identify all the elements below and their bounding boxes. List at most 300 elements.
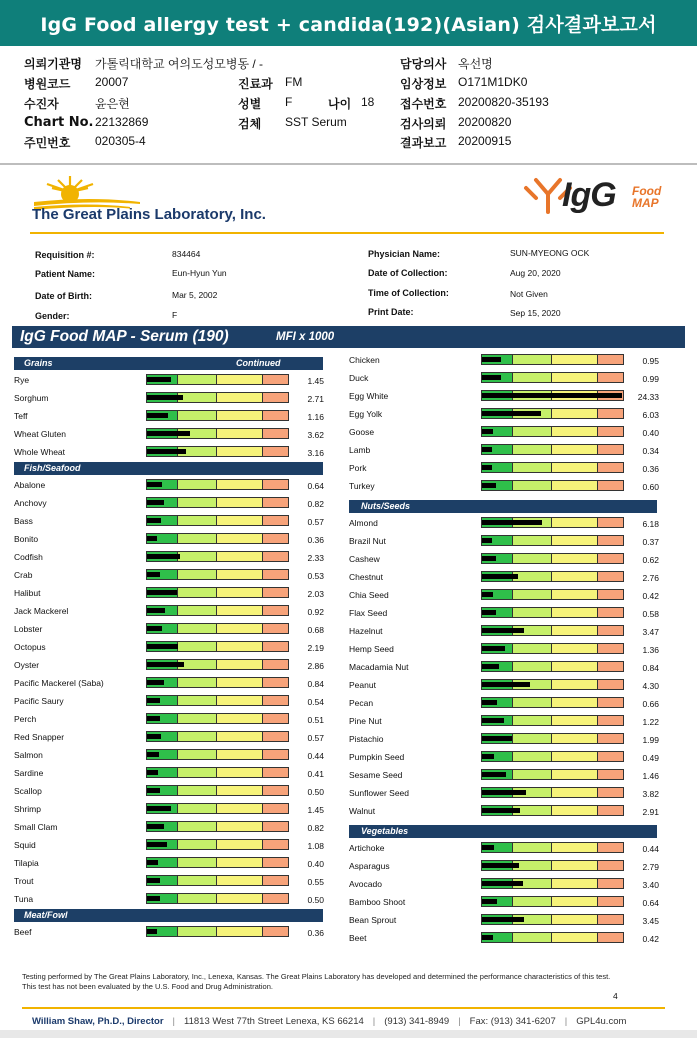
- food-result-row: [14, 819, 334, 837]
- food-value: 0.62: [642, 555, 659, 565]
- food-name: Anchovy: [14, 498, 47, 508]
- result-bar: [146, 392, 289, 403]
- result-bar-fill: [147, 536, 157, 541]
- result-bar-fill: [147, 626, 162, 631]
- bar-zone: [262, 587, 289, 598]
- bar-zone: [551, 408, 598, 419]
- result-bar-fill: [482, 574, 518, 579]
- food-value: 0.36: [307, 928, 324, 938]
- food-value: 2.33: [307, 553, 324, 563]
- food-value: 0.41: [307, 769, 324, 779]
- header-label: 결과보고: [400, 136, 447, 150]
- bar-zone: [597, 444, 624, 455]
- food-name: Pistachio: [349, 734, 384, 744]
- food-name: Codfish: [14, 552, 43, 562]
- food-name: Avocado: [349, 879, 382, 889]
- result-bar-fill: [147, 449, 186, 454]
- result-bar: [146, 428, 289, 439]
- result-bar: [146, 410, 289, 421]
- food-value: 0.49: [642, 753, 659, 763]
- result-bar: [146, 533, 289, 544]
- result-bar: [481, 896, 624, 907]
- bar-zone: [512, 553, 552, 564]
- food-value: 0.50: [307, 895, 324, 905]
- food-name: Oyster: [14, 660, 40, 670]
- bar-zone: [262, 839, 289, 850]
- result-bar: [146, 731, 289, 742]
- result-bar: [481, 372, 624, 383]
- food-result-row: [349, 767, 669, 785]
- food-name: Egg Yolk: [349, 409, 383, 419]
- food-name: Bamboo Shoot: [349, 897, 406, 907]
- food-result-row: [14, 495, 334, 513]
- food-value: 0.99: [642, 374, 659, 384]
- food-name: Almond: [349, 518, 378, 528]
- bar-zone: [216, 479, 263, 490]
- bar-zone: [177, 767, 217, 778]
- result-bar: [481, 480, 624, 491]
- bar-zone: [551, 535, 598, 546]
- food-value: 3.16: [307, 448, 324, 458]
- food-result-row: [14, 477, 334, 495]
- bar-zone: [551, 878, 598, 889]
- food-name: Lobster: [14, 624, 43, 634]
- header-value: 가톨릭대학교 여의도성모병동 / -: [95, 57, 264, 71]
- result-bar: [481, 625, 624, 636]
- bar-zone: [551, 896, 598, 907]
- food-result-row: [14, 603, 334, 621]
- bar-zone: [512, 697, 552, 708]
- lab-name: The Great Plains Laboratory, Inc.: [32, 206, 266, 223]
- food-name: Whole Wheat: [14, 447, 66, 457]
- bar-zone: [262, 623, 289, 634]
- bar-zone: [597, 643, 624, 654]
- result-bar: [481, 679, 624, 690]
- result-bar: [481, 787, 624, 798]
- food-result-row: [349, 695, 669, 713]
- result-bar: [146, 749, 289, 760]
- bar-zone: [177, 713, 217, 724]
- header-value: 22132869: [95, 115, 149, 129]
- section-header: [14, 357, 323, 370]
- result-bar: [146, 803, 289, 814]
- food-result-row: [14, 747, 334, 765]
- patient-value: Aug 20, 2020: [510, 268, 561, 278]
- footnote: Testing performed by The Great Plains Laboratory, Inc., Lenexa, Kansas. The Great Plains Laboratory has developed and determined the performance characteristics of this test. This test has not been evaluated by the U.S. Food and Drug Administration.: [22, 972, 611, 991]
- result-bar: [146, 785, 289, 796]
- bar-zone: [597, 932, 624, 943]
- result-bar: [146, 605, 289, 616]
- bar-zone: [177, 533, 217, 544]
- result-bar-fill: [147, 824, 164, 829]
- food-name: Bonito: [14, 534, 39, 544]
- result-bar: [146, 551, 289, 562]
- result-bar: [146, 641, 289, 652]
- food-value: 1.16: [307, 412, 324, 422]
- logo-rule: [30, 232, 664, 234]
- food-value: 0.36: [307, 535, 324, 545]
- food-name: Walnut: [349, 806, 376, 816]
- bar-zone: [597, 787, 624, 798]
- bar-zone: [216, 677, 263, 688]
- bar-zone: [216, 605, 263, 616]
- food-result-row: [14, 924, 334, 942]
- food-result-row: [14, 783, 334, 801]
- igg-logo-sub: [632, 185, 661, 209]
- food-value: 24.33: [637, 392, 659, 402]
- food-value: 1.45: [307, 376, 324, 386]
- food-result-row: [14, 408, 334, 426]
- result-bar: [481, 932, 624, 943]
- food-result-row: [349, 424, 669, 442]
- result-bar-fill: [147, 500, 164, 505]
- section-header: [14, 462, 323, 475]
- food-value: 0.54: [307, 697, 324, 707]
- food-result-row: [349, 460, 669, 478]
- bar-zone: [512, 733, 552, 744]
- food-name: Duck: [349, 373, 369, 383]
- bar-zone: [216, 713, 263, 724]
- result-bar: [481, 805, 624, 816]
- result-bar-fill: [147, 878, 160, 883]
- food-value: 3.47: [642, 627, 659, 637]
- result-bar: [481, 517, 624, 528]
- bar-zone: [551, 643, 598, 654]
- food-result-row: [14, 855, 334, 873]
- food-result-row: [349, 876, 669, 894]
- food-result-row: [349, 858, 669, 876]
- bar-zone: [551, 480, 598, 491]
- food-result-row: [349, 569, 669, 587]
- patient-value: Not Given: [510, 289, 548, 299]
- result-bar-fill: [147, 662, 184, 667]
- food-result-row: [14, 765, 334, 783]
- bar-zone: [216, 857, 263, 868]
- food-name: Shrimp: [14, 804, 41, 814]
- food-name: Halibut: [14, 588, 41, 598]
- food-name: Sorghum: [14, 393, 49, 403]
- bar-zone: [177, 374, 217, 385]
- bar-zone: [597, 517, 624, 528]
- food-result-row: [349, 352, 669, 370]
- patient-value: SUN-MYEONG OCK: [510, 248, 590, 258]
- bar-zone: [551, 715, 598, 726]
- food-name: Chia Seed: [349, 590, 389, 600]
- bar-zone: [597, 354, 624, 365]
- food-name: Salmon: [14, 750, 43, 760]
- food-result-row: [349, 587, 669, 605]
- food-name: Crab: [14, 570, 33, 580]
- result-bar: [481, 535, 624, 546]
- bar-zone: [512, 661, 552, 672]
- bar-zone: [597, 733, 624, 744]
- result-bar-fill: [147, 770, 158, 775]
- bar-zone: [262, 713, 289, 724]
- food-value: 4.30: [642, 681, 659, 691]
- bar-zone: [216, 446, 263, 457]
- food-name: Tilapia: [14, 858, 39, 868]
- footer-phone: (913) 341-8949: [384, 1016, 450, 1027]
- result-bar: [146, 515, 289, 526]
- bar-zone: [216, 587, 263, 598]
- result-bar-fill: [482, 447, 492, 452]
- result-bar-fill: [482, 754, 494, 759]
- result-bar: [146, 857, 289, 868]
- food-name: Pumpkin Seed: [349, 752, 405, 762]
- result-bar: [146, 497, 289, 508]
- food-value: 3.40: [642, 880, 659, 890]
- result-bar-fill: [147, 377, 171, 382]
- food-result-row: [349, 623, 669, 641]
- bar-zone: [177, 410, 217, 421]
- bar-zone: [262, 605, 289, 616]
- bar-zone: [177, 785, 217, 796]
- food-name: Rye: [14, 375, 30, 385]
- result-bar-fill: [482, 520, 542, 525]
- bar-zone: [512, 535, 552, 546]
- bar-zone: [551, 751, 598, 762]
- bar-zone: [177, 623, 217, 634]
- food-name: Pine Nut: [349, 716, 382, 726]
- bar-zone: [551, 517, 598, 528]
- header-divider: [0, 163, 697, 165]
- bar-zone: [512, 462, 552, 473]
- result-bar-fill: [482, 556, 496, 561]
- food-name: Pecan: [349, 698, 374, 708]
- food-result-row: [14, 639, 334, 657]
- bar-zone: [216, 410, 263, 421]
- bar-zone: [216, 839, 263, 850]
- food-result-row: [349, 605, 669, 623]
- food-result-row: [14, 873, 334, 891]
- result-bar: [146, 839, 289, 850]
- bar-zone: [262, 749, 289, 760]
- food-result-row: [14, 801, 334, 819]
- bar-zone: [216, 731, 263, 742]
- section-header: [349, 825, 657, 838]
- bar-zone: [551, 372, 598, 383]
- food-name: Egg White: [349, 391, 389, 401]
- food-value: 2.86: [307, 661, 324, 671]
- food-result-row: [14, 513, 334, 531]
- food-name: Bass: [14, 516, 33, 526]
- patient-value: Mar 5, 2002: [172, 290, 218, 300]
- result-bar-fill: [147, 716, 160, 721]
- food-name: Goose: [349, 427, 375, 437]
- food-value: 0.44: [307, 751, 324, 761]
- result-bar: [481, 589, 624, 600]
- bar-zone: [551, 805, 598, 816]
- food-value: 0.82: [307, 823, 324, 833]
- bar-zone: [512, 426, 552, 437]
- food-name: Sesame Seed: [349, 770, 403, 780]
- food-name: Brazil Nut: [349, 536, 386, 546]
- result-bar-fill: [147, 896, 160, 901]
- result-bar: [481, 462, 624, 473]
- food-value: 0.42: [642, 591, 659, 601]
- food-value: 0.84: [642, 663, 659, 673]
- bar-zone: [216, 569, 263, 580]
- bar-zone: [216, 551, 263, 562]
- report-banner-title: IgG Food allergy test + candida(192)(Asian) 검사결과보고서: [0, 0, 697, 46]
- result-bar: [481, 914, 624, 925]
- bar-zone: [512, 607, 552, 618]
- food-result-row: [349, 785, 669, 803]
- result-bar-fill: [482, 808, 520, 813]
- food-result-row: [349, 406, 669, 424]
- food-value: 0.42: [642, 934, 659, 944]
- patient-label: Requisition #:: [35, 250, 95, 260]
- bar-zone: [551, 462, 598, 473]
- header-value: FM: [285, 75, 303, 89]
- food-value: 0.36: [642, 464, 659, 474]
- food-result-row: [14, 567, 334, 585]
- bar-zone: [216, 875, 263, 886]
- food-value: 1.08: [307, 841, 324, 851]
- patient-value: Eun-Hyun Yun: [172, 268, 227, 278]
- patient-label: Patient Name:: [35, 269, 96, 279]
- bar-zone: [177, 641, 217, 652]
- result-bar: [146, 587, 289, 598]
- patient-value: 834464: [172, 249, 201, 259]
- bar-zone: [177, 749, 217, 760]
- bar-zone: [551, 661, 598, 672]
- header-value: 20200915: [458, 134, 512, 148]
- result-bar-fill: [147, 413, 168, 418]
- food-result-row: [349, 388, 669, 406]
- lab-report-page: [0, 166, 697, 1038]
- bar-zone: [262, 875, 289, 886]
- bar-zone: [262, 374, 289, 385]
- result-bar-fill: [147, 929, 157, 934]
- bar-zone: [216, 641, 263, 652]
- header-label: 나이: [328, 97, 352, 111]
- food-value: 1.22: [642, 717, 659, 727]
- food-value: 0.44: [642, 844, 659, 854]
- result-bar-fill: [147, 608, 165, 613]
- footer-website: GPL4u.com: [576, 1016, 627, 1027]
- bar-zone: [262, 893, 289, 904]
- result-bar: [146, 659, 289, 670]
- result-bar: [481, 426, 624, 437]
- bar-zone: [262, 785, 289, 796]
- bar-zone: [262, 803, 289, 814]
- result-bar-fill: [482, 610, 496, 615]
- section-title: Vegetables: [361, 826, 409, 836]
- food-result-row: [14, 657, 334, 675]
- section-title: Grains: [24, 358, 53, 368]
- bar-zone: [551, 697, 598, 708]
- bar-zone: [597, 408, 624, 419]
- food-value: 0.50: [307, 787, 324, 797]
- bar-zone: [551, 733, 598, 744]
- bar-zone: [551, 769, 598, 780]
- bar-zone: [597, 372, 624, 383]
- bar-zone: [597, 607, 624, 618]
- bar-zone: [512, 444, 552, 455]
- bar-zone: [216, 926, 263, 937]
- result-bar: [481, 751, 624, 762]
- header-value: 옥선명: [458, 57, 493, 71]
- result-bar: [146, 374, 289, 385]
- bar-zone: [597, 625, 624, 636]
- food-result-row: [349, 930, 669, 948]
- result-bar-fill: [482, 538, 492, 543]
- result-bar-fill: [482, 736, 512, 741]
- food-result-row: [349, 551, 669, 569]
- bar-zone: [262, 731, 289, 742]
- bar-zone: [597, 751, 624, 762]
- bar-zone: [177, 875, 217, 886]
- bar-zone: [262, 641, 289, 652]
- result-bar-fill: [147, 644, 178, 649]
- sun-wheat-logo-icon: [30, 172, 280, 232]
- food-name: Pacific Saury: [14, 696, 64, 706]
- page-number: 4: [613, 991, 618, 1001]
- food-result-row: [14, 585, 334, 603]
- bar-zone: [512, 842, 552, 853]
- bar-zone: [216, 803, 263, 814]
- result-bar: [481, 444, 624, 455]
- header-value: SST Serum: [285, 115, 347, 129]
- igg-logo-text: IgG: [562, 176, 616, 214]
- food-name: Hemp Seed: [349, 644, 394, 654]
- bar-zone: [551, 625, 598, 636]
- header-value: O171M1DK0: [458, 75, 528, 89]
- bar-zone: [177, 731, 217, 742]
- bar-zone: [177, 857, 217, 868]
- result-bar: [146, 446, 289, 457]
- bar-zone: [177, 677, 217, 688]
- result-bar: [146, 479, 289, 490]
- result-bar-fill: [482, 718, 504, 723]
- section-header: [349, 500, 657, 513]
- food-value: 0.58: [642, 609, 659, 619]
- food-result-row: [14, 621, 334, 639]
- bar-zone: [262, 821, 289, 832]
- food-name: Pacific Mackerel (Saba): [14, 678, 104, 688]
- bar-zone: [177, 392, 217, 403]
- result-bar-fill: [147, 554, 180, 559]
- food-value: 0.51: [307, 715, 324, 725]
- bar-zone: [216, 428, 263, 439]
- result-bar-fill: [147, 806, 171, 811]
- bar-zone: [216, 515, 263, 526]
- result-bar: [481, 553, 624, 564]
- food-value: 0.37: [642, 537, 659, 547]
- header-label: 접수번호: [400, 97, 447, 111]
- bar-zone: [216, 767, 263, 778]
- bar-zone: [177, 803, 217, 814]
- header-label: 진료과: [238, 77, 273, 91]
- patient-label: Gender:: [35, 311, 70, 321]
- food-result-row: [349, 912, 669, 930]
- header-label: Chart No.: [24, 115, 94, 130]
- patient-value: Sep 15, 2020: [510, 308, 561, 318]
- food-value: 0.95: [642, 356, 659, 366]
- result-bar-fill: [147, 518, 161, 523]
- bar-zone: [512, 769, 552, 780]
- header-value: 윤은현: [95, 97, 130, 111]
- food-result-row: [349, 659, 669, 677]
- food-result-row: [349, 478, 669, 496]
- igg-logo-food: Food: [632, 184, 662, 198]
- food-name: Small Clam: [14, 822, 58, 832]
- bar-zone: [512, 372, 552, 383]
- bar-zone: [597, 914, 624, 925]
- food-value: 0.68: [307, 625, 324, 635]
- food-name: Trout: [14, 876, 34, 886]
